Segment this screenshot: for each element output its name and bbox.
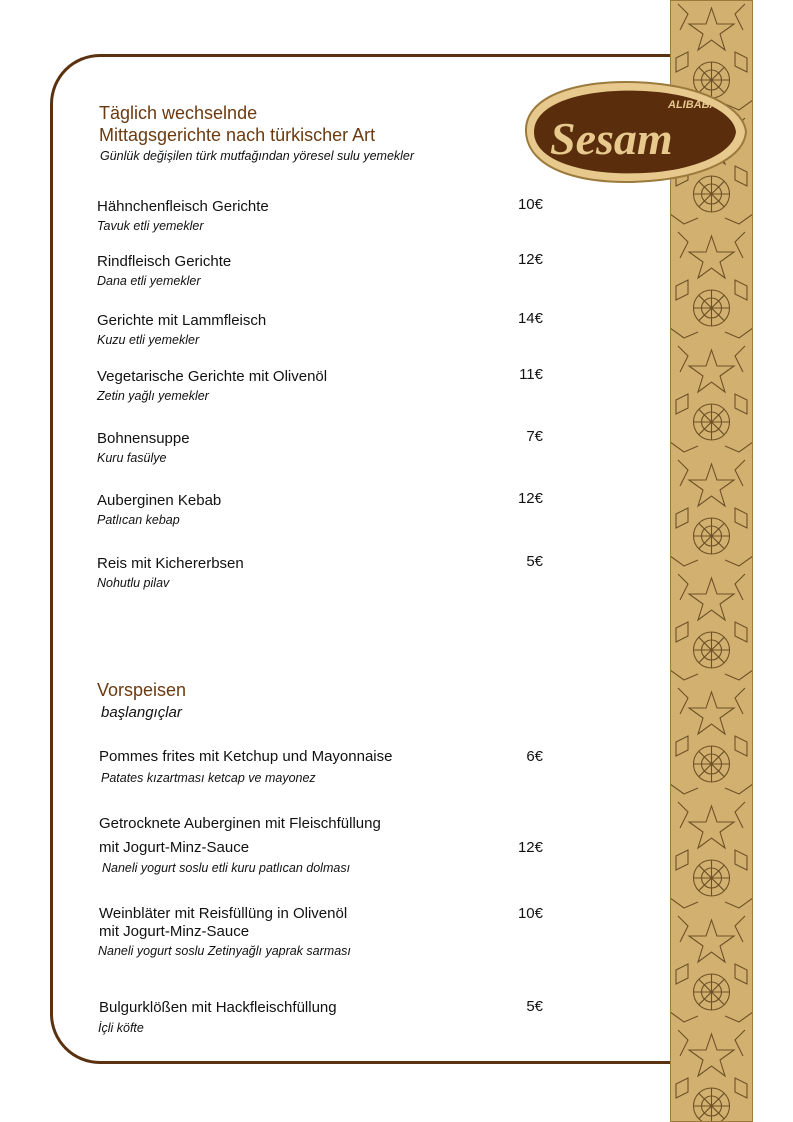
menu-item-name: Bulgurklößen mit Hackfleischfüllung xyxy=(99,999,337,1016)
menu-item-name-line2: mit Jogurt-Minz-Sauce xyxy=(99,923,250,940)
logo-name: Sesam xyxy=(550,113,673,164)
menu-item-name: Hähnchenfleisch Gerichte xyxy=(97,198,269,215)
menu-item-translation: Nohutlu pilav xyxy=(97,576,170,590)
menu-item-name: Getrocknete Auberginen mit Fleischfüllung xyxy=(99,815,381,832)
menu-item-price: 14€ xyxy=(517,310,543,327)
lunch-title-line1: Täglich wechselnde xyxy=(99,103,258,123)
logo-brand: ALIBABA xyxy=(668,99,718,111)
menu-item-translation: Naneli yogurt soslu Zetinyağlı yaprak sarması xyxy=(98,944,351,958)
menu-item-name: Weinbläter mit Reisfüllüng in Olivenöl xyxy=(99,905,348,922)
menu-item-translation: Patlıcan kebap xyxy=(97,513,180,527)
menu-item-translation: Kuru fasülye xyxy=(97,451,167,465)
menu-item-translation: İçli köfte xyxy=(98,1021,144,1035)
menu-item-name: Rindfleisch Gerichte xyxy=(97,253,232,270)
sesam-logo xyxy=(520,70,752,198)
menu-item-price: 12€ xyxy=(517,839,543,856)
menu-item-name-line2: mit Jogurt-Minz-Sauce xyxy=(99,839,250,856)
menu-item-name: Vegetarische Gerichte mit Olivenöl xyxy=(97,368,328,385)
menu-item-price: 12€ xyxy=(517,490,543,507)
menu-item-price: 7€ xyxy=(526,428,543,445)
menu-item-translation: Zetin yağlı yemekler xyxy=(97,389,209,403)
menu-item-name: Auberginen Kebab xyxy=(97,492,222,509)
menu-item-translation: Naneli yogurt soslu etli kuru patlıcan dolması xyxy=(102,861,351,875)
menu-item-translation: Dana etli yemekler xyxy=(97,274,201,288)
starters-title: Vorspeisen xyxy=(97,680,187,700)
menu-item-price: 10€ xyxy=(517,196,543,213)
menu-item-translation: Patates kızartması ketcap ve mayonez xyxy=(101,771,316,785)
menu-item-name: Gerichte mit Lammfleisch xyxy=(97,312,267,329)
menu-item-price: 6€ xyxy=(526,748,543,765)
lunch-title-line2: Mittagsgerichte nach türkischer Art xyxy=(99,125,376,145)
menu-item-price: 10€ xyxy=(517,905,543,922)
menu-item-name: Reis mit Kichererbsen xyxy=(97,555,244,572)
menu-item-translation: Tavuk etli yemekler xyxy=(97,219,204,233)
starters-subtitle: başlangıçlar xyxy=(101,704,182,721)
menu-item-translation: Kuzu etli yemekler xyxy=(97,333,200,347)
lunch-subtitle: Günlük değişilen türk mutfağından yöresel sulu yemekler xyxy=(100,149,415,163)
menu-item-price: 5€ xyxy=(526,553,543,570)
menu-item-price: 5€ xyxy=(526,998,543,1015)
menu-item-name: Pommes frites mit Ketchup und Mayonnaise xyxy=(99,748,393,765)
menu-item-name: Bohnensuppe xyxy=(97,430,190,447)
menu-item-price: 12€ xyxy=(517,251,543,268)
menu-item-price: 11€ xyxy=(519,366,543,383)
